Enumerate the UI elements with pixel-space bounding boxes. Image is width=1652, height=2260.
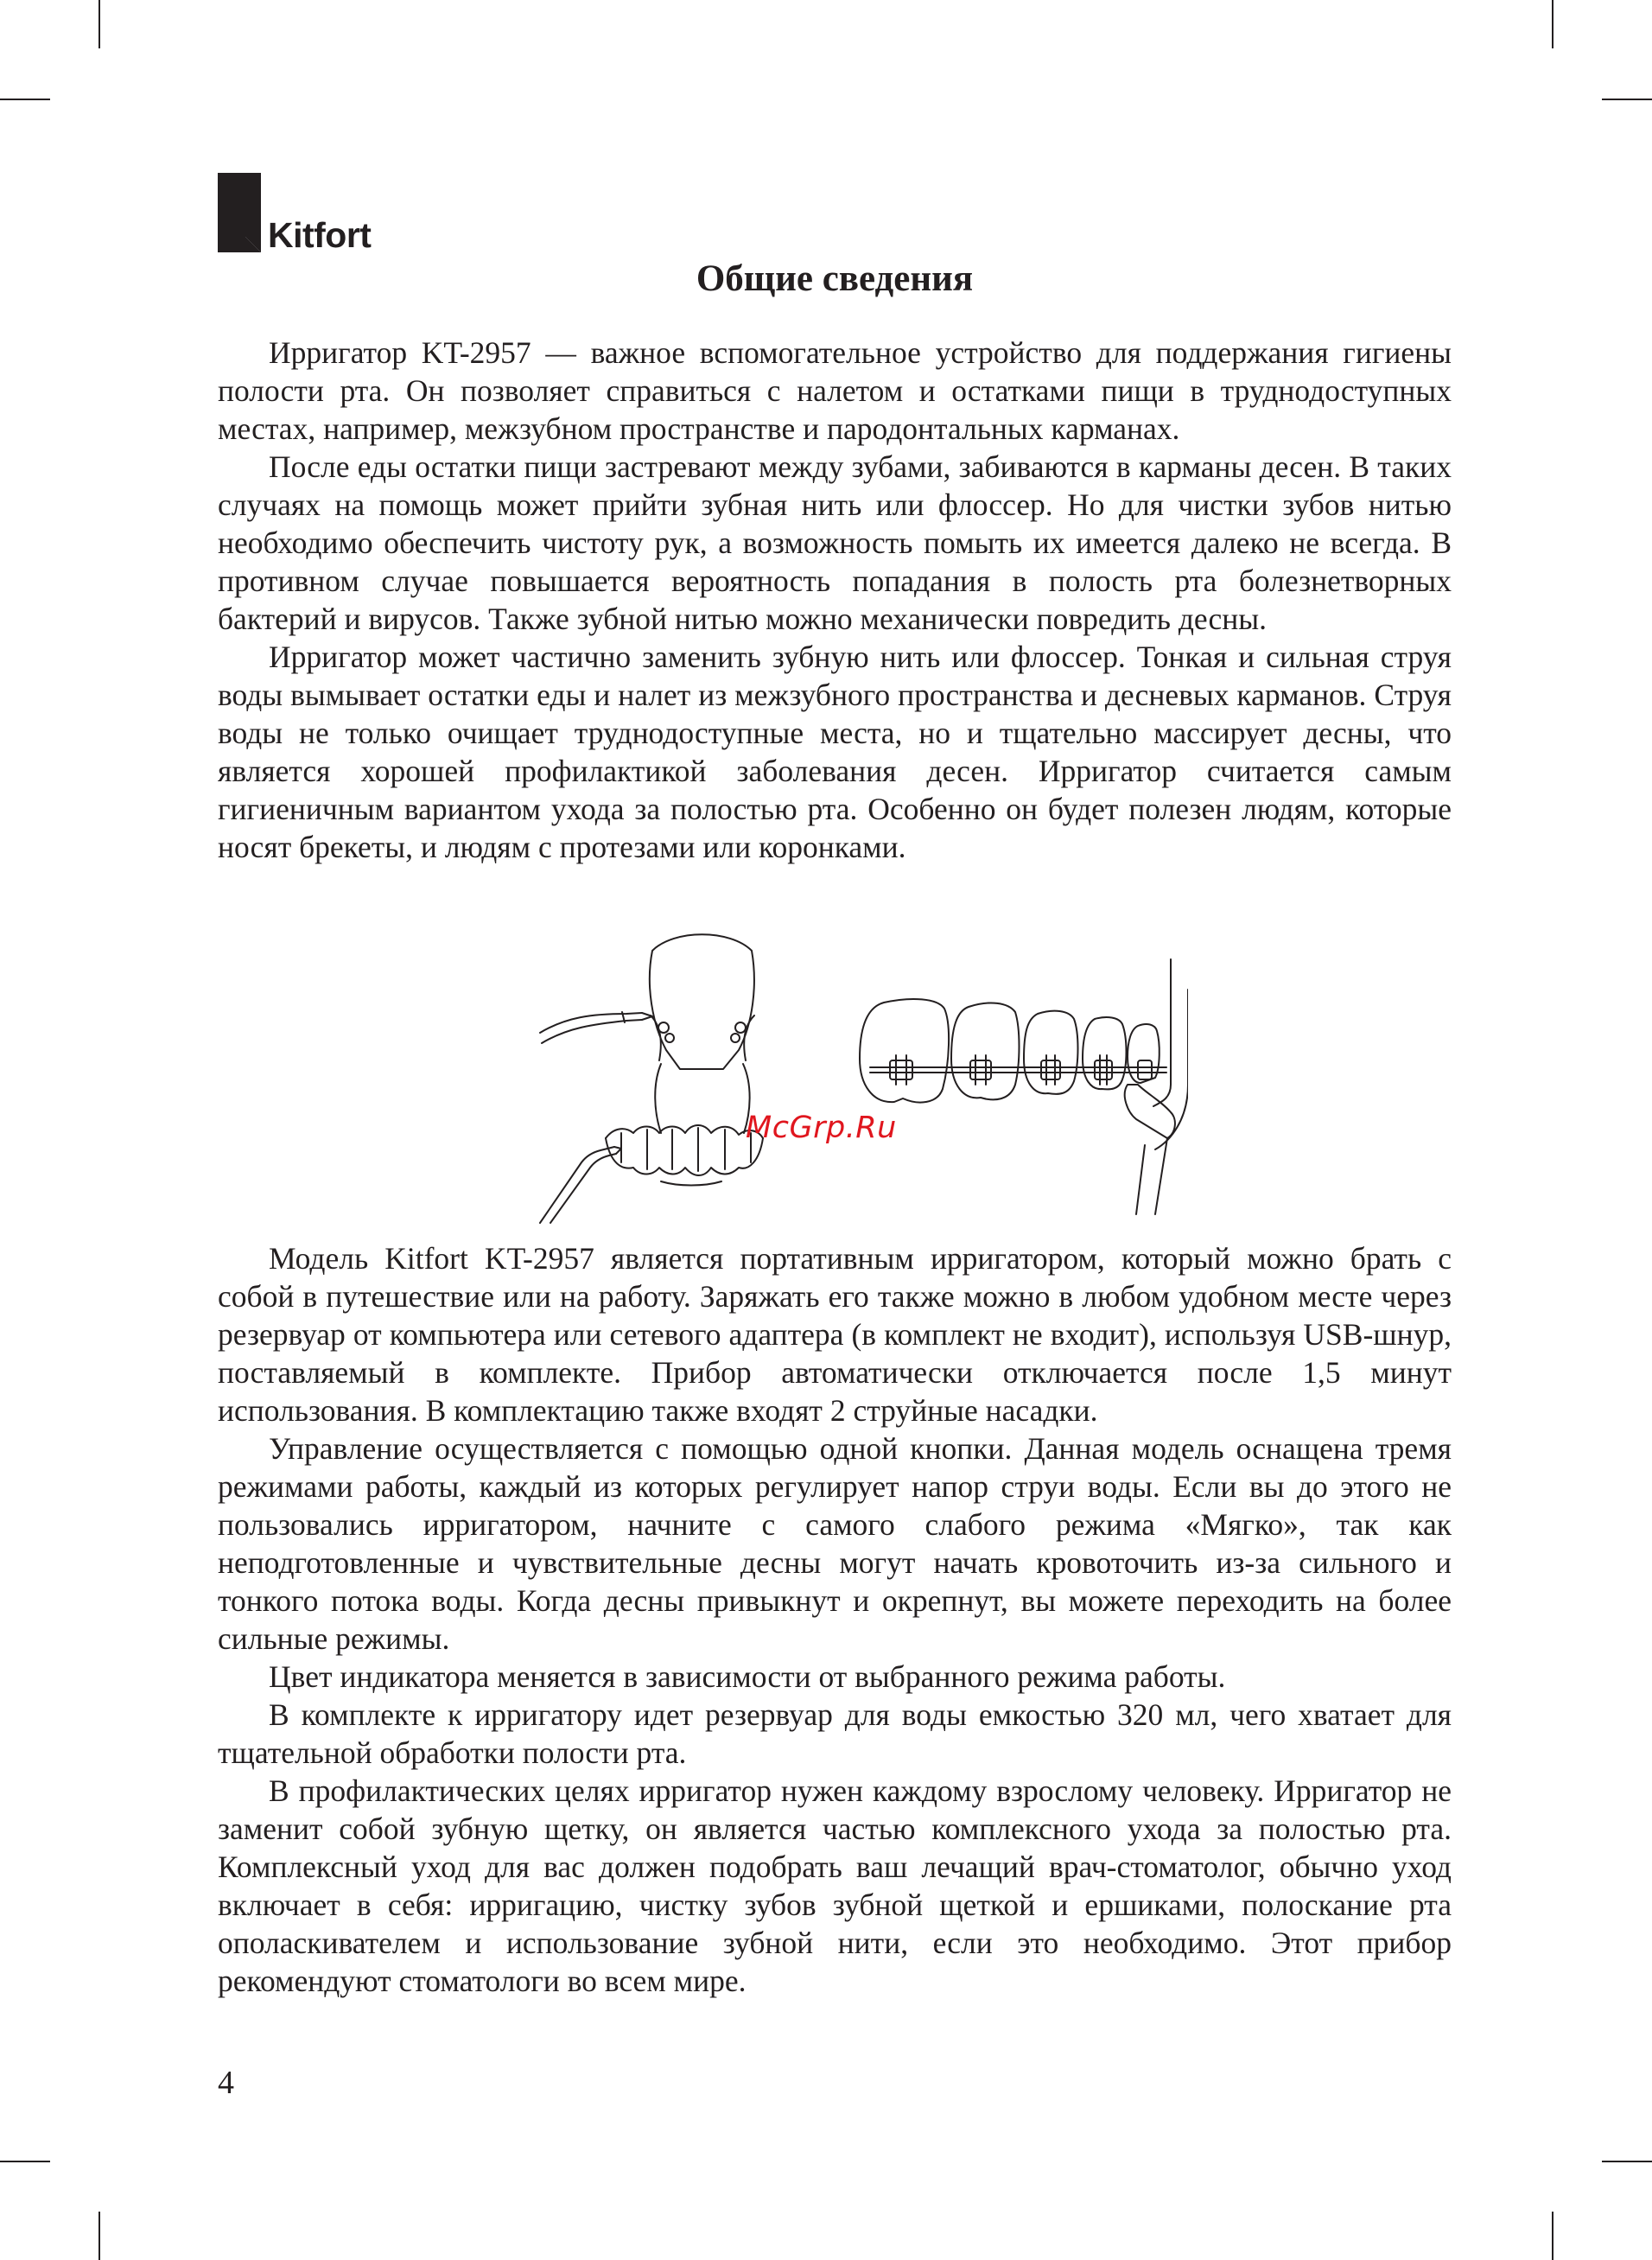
brand-name: Kitfort [268,215,372,255]
paragraph: В профилактических целях ирригатор нужен каждому взрослому человеку. Ирригатор не заменит собой зубную щетку, он является частью комплексного ухода за полостью рта. Комплексный уход для вас должен подобрать ваш лечащий врач-стоматолог, обычно уход включает в себя: ирригацию, чистку зубов зубной щеткой и ершиками, полоскание рта ополаскивателем и использование зубной нити, если это необходимо. Этот прибор рекомендуют стоматологи во всем мире. [218,1773,1452,1998]
crop-mark-right-bottom [1602,2161,1652,2162]
crop-mark-left-top [0,99,50,100]
paragraph: В комплекте к ирригатору идет резервуар для воды емкостью 320 мл, чего хватает для тщательной обработки полости рта. [218,1697,1452,1770]
watermark: McGrp.Ru [746,1111,897,1145]
crop-mark-left-bottom [0,2161,50,2162]
paragraph: После еды остатки пищи застревают между зубами, забиваются в карманы десен. В таких случаях на помощь может прийти зубная нить или флоссер. Но для чистки зубов нитью необходимо обеспечить чистоту рук, а возможность помыть их имеется далеко не всегда. В противном случае повышается вероятность попадания в полость рта болезнетворных бактерий и вирусов. Также зубной нитью можно механически повредить десны. [218,449,1452,636]
text-block-details [218,1239,1452,2000]
crop-mark-bottom-left [98,2212,100,2260]
paragraph: Модель Kitfort KT-2957 является портативным ирригатором, который можно брать с собой в путешествие или на работу. Заряжать его также можно в любом удобном месте через резервуар от компьютера или сетевого адаптера (в комплект не входит), используя USB-шнур, поставляемый в комплекте. Прибор автоматически отключается после 1,5 минут использования. В комплектацию также входят 2 струйные насадки. [218,1241,1452,1428]
paragraph: Ирригатор может частично заменить зубную нить или флоссер. Тонкая и сильная струя воды вымывает остатки еды и налет из межзубного пространства и десневых карманов. Струя воды не только очищает труднодоступные места, но и тщательно массирует десны, что является хорошей профилактикой заболевания десен. Ирригатор считается самым гигиеничным вариантом ухода за полостью рта. Особенно он будет полезен людям, которые носят брекеты, и людям с протезами или коронками. [218,640,1452,864]
crop-mark-bottom-right [1552,2212,1554,2260]
crop-mark-right-top [1602,99,1652,100]
paragraph: Управление осуществляется с помощью одной кнопки. Данная модель оснащена тремя режимами работы, каждый из которых регулирует напор струи воды. Если вы до этого не пользовались ирригатором, начните с самого слабого режима «Мягко», так как неподготовленные и чувствительные десны могут начать кровоточить из-за сильного и тонкого потока воды. Когда десны привыкнут и окрепнут, вы можете переходить на более сильные режимы. [218,1431,1452,1656]
brand-logo [218,173,391,259]
paragraph: Цвет индикатора меняется в зависимости от выбранного режима работы. [269,1659,1226,1694]
page-title: Общие сведения [696,258,974,299]
irrigator-illustration [531,912,1188,1225]
paragraph: Ирригатор KT-2957 — важное вспомогательное устройство для поддержания гигиены полости рта. Он позволяет справиться с налетом и остатками пищи в труднодоступных местах, например, межзубном пространстве и пародонтальных карманах. [218,335,1452,446]
teeth-diagram-icon [531,912,1188,1225]
page-number: 4 [218,2065,234,2101]
crop-mark-top-right [1552,0,1554,48]
kitfort-mark-icon [218,173,261,252]
text-block-intro [218,334,1452,866]
crop-mark-top-left [98,0,100,48]
